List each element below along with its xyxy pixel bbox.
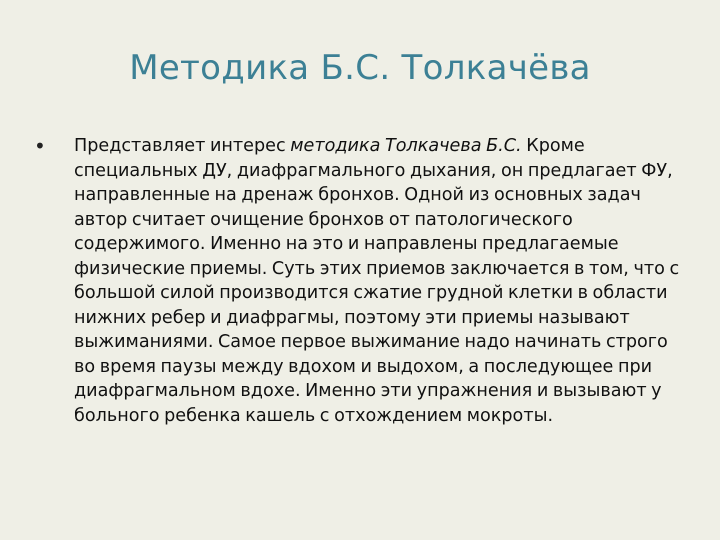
slide-title: Методика Б.С. Толкачёва [129,48,591,88]
bullet-paragraph [74,134,684,428]
bullet-text-italic: методика Толкачева Б.С. [290,136,522,156]
bullet-item [34,134,684,428]
bullet-marker: • [34,134,46,158]
bullet-text-intro: Представляет интерес [74,136,291,156]
bullet-text-body: Кроме специальных ДУ, диафрагмального дыхания, он предлагает ФУ, направленные на дренаж бронхов. Одной из основных задач автор считает очищение бронхов от патологического содержимого. Именно на это и направлены предлагаемые физические приемы. Суть этих приемов заключается в том, что с большой силой производится сжатие грудной клетки в области нижних ребер и диафрагмы, поэтому эти приемы называют выжиманиями. Самое первое выжимание надо начинать строго во время паузы между вдохом и выдохом, а последующее при диафрагмальном вдохе. Именно эти упражнения и вызывают у больного ребенка кашель с отхождением мокроты. [74,136,680,426]
